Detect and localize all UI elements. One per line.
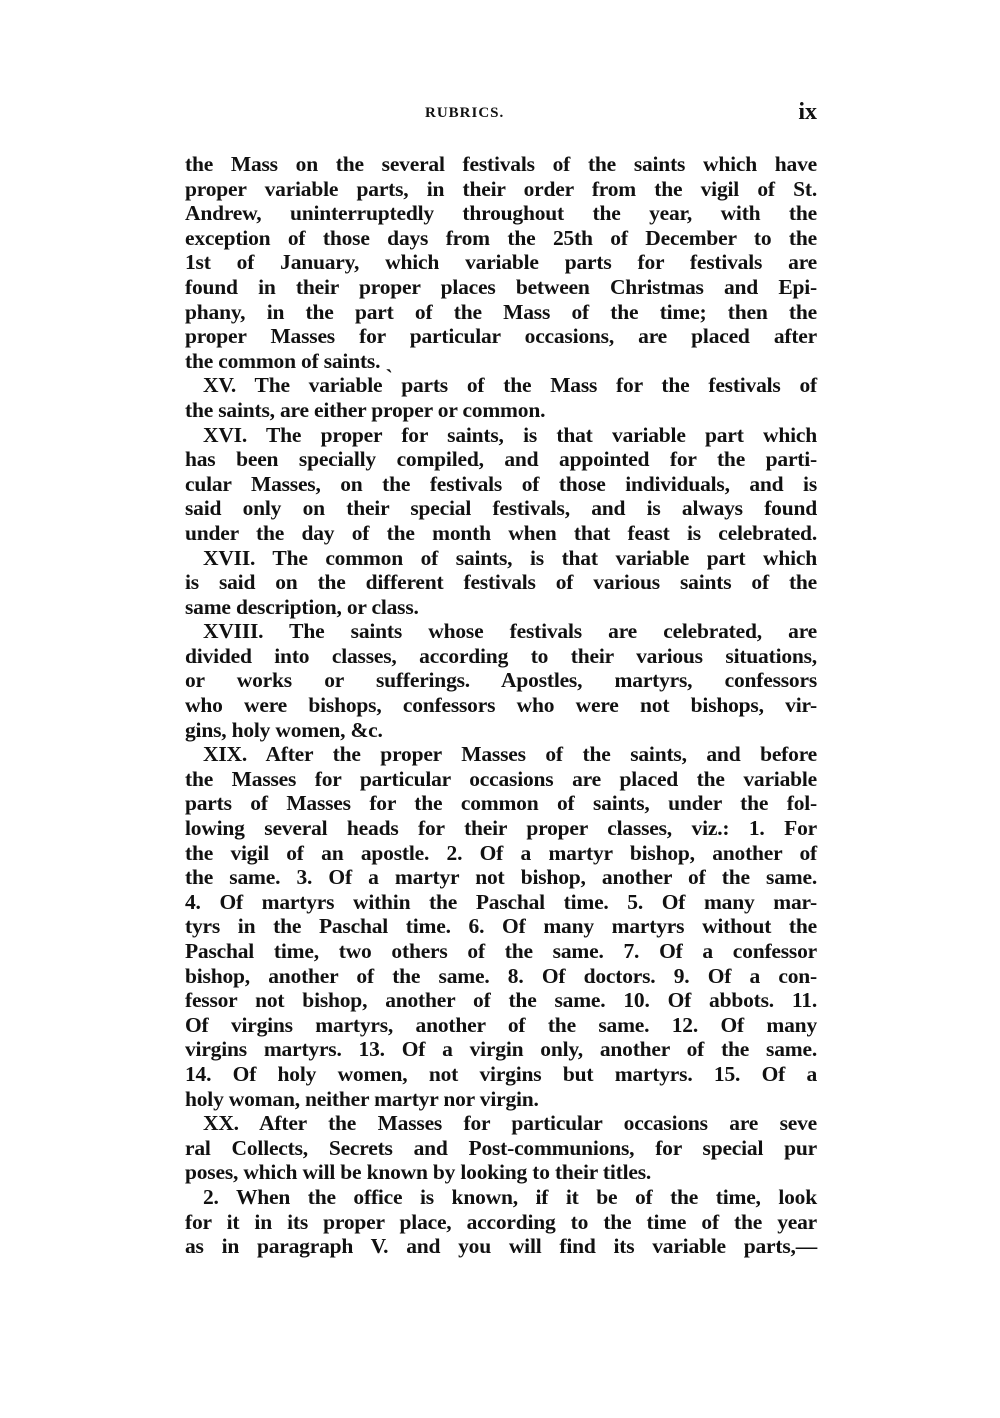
text-line: 2. When the office is known, if it be of the time, look: [203, 1184, 817, 1209]
text-line: the saints, are either proper or common.: [185, 397, 546, 422]
text-line: cular Masses, on the festivals of those individuals, and is: [185, 471, 817, 496]
text-line: XVIII. The saints whose festivals are celebrated, are: [203, 619, 817, 644]
text-line: XX. After the Masses for particular occasions are seve: [203, 1111, 817, 1136]
text-line: the common of saints. ˎ: [185, 348, 393, 373]
text-line: XVII. The common of saints, is that variable part which: [203, 545, 817, 570]
text-line: said only on their special festivals, and is always found: [185, 496, 817, 521]
text-line: poses, which will be known by looking to their titles.: [185, 1160, 652, 1185]
text-line: XIX. After the proper Masses of the saints, and before: [203, 742, 817, 767]
text-line: Andrew, uninterruptedly throughout the year, with the: [185, 201, 817, 226]
text-line: XV. The variable parts of the Mass for the festivals of: [203, 373, 817, 398]
text-line: XVI. The proper for saints, is that variable part which: [203, 422, 817, 447]
text-line: phany, in the part of the Mass of the time; then the: [185, 299, 817, 324]
text-line: the vigil of an apostle. 2. Of a martyr bishop, another of: [185, 840, 817, 865]
running-title: RUBRICS.: [425, 105, 505, 121]
text-line: proper variable parts, in their order from the vigil of St.: [185, 176, 817, 201]
text-line: holy woman, neither martyr nor virgin.: [185, 1086, 539, 1111]
text-line: who were bishops, confessors who were not bishops, vir-: [185, 693, 817, 718]
text-line: the Mass on the several festivals of the saints which have: [185, 152, 817, 176]
text-line: parts of Masses for the common of saints, under the fol-: [185, 791, 817, 816]
text-line: fessor not bishop, another of the same. 10. Of abbots. 11.: [185, 988, 817, 1013]
text-line: bishop, another of the same. 8. Of doctors. 9. Of a con-: [185, 963, 817, 988]
text-line: is said on the different festivals of various saints of the: [185, 570, 817, 595]
text-line: 4. Of martyrs within the Paschal time. 5. Of many mar-: [185, 889, 817, 914]
page-number: ix: [798, 99, 817, 125]
text-line: Paschal time, two others of the same. 7. Of a confessor: [185, 939, 817, 963]
text-line: found in their proper places between Christmas and Epi-: [185, 274, 817, 299]
text-line: exception of those days from the 25th of December to the: [185, 225, 817, 250]
text-line: Of virgins martyrs, another of the same. 12. Of many: [185, 1012, 817, 1037]
body-text: [185, 152, 817, 1259]
text-line: virgins martyrs. 13. Of a virgin only, another of the same.: [185, 1037, 817, 1062]
text-line: or works or sufferings. Apostles, martyrs, confessors: [185, 668, 817, 693]
text-line: divided into classes, according to their various situations,: [185, 643, 817, 668]
text-line: has been specially compiled, and appointed for the parti-: [185, 447, 817, 472]
running-head: [185, 99, 817, 133]
text-line: proper Masses for particular occasions, are placed after: [185, 324, 817, 349]
text-line: under the day of the month when that feast is celebrated.: [185, 520, 817, 545]
text-line: ral Collects, Secrets and Post-communions, for special pur: [185, 1135, 817, 1160]
text-line: the same. 3. Of a martyr not bishop, another of the same.: [185, 865, 817, 890]
text-line: 14. Of holy women, not virgins but martyrs. 15. Of a: [185, 1061, 817, 1086]
text-line: tyrs in the Paschal time. 6. Of many martyrs without the: [185, 914, 817, 939]
text-line: as in paragraph V. and you will find its variable parts,—: [185, 1234, 817, 1259]
text-line: lowing several heads for their proper classes, viz.: 1. For: [185, 816, 817, 841]
text-line: for it in its proper place, according to the time of the year: [185, 1209, 817, 1234]
text-line: same description, or class.: [185, 594, 419, 619]
text-line: 1st of January, which variable parts for festivals are: [185, 250, 817, 275]
text-line: gins, holy women, &c.: [185, 717, 383, 742]
text-line: the Masses for particular occasions are placed the variable: [185, 766, 817, 791]
